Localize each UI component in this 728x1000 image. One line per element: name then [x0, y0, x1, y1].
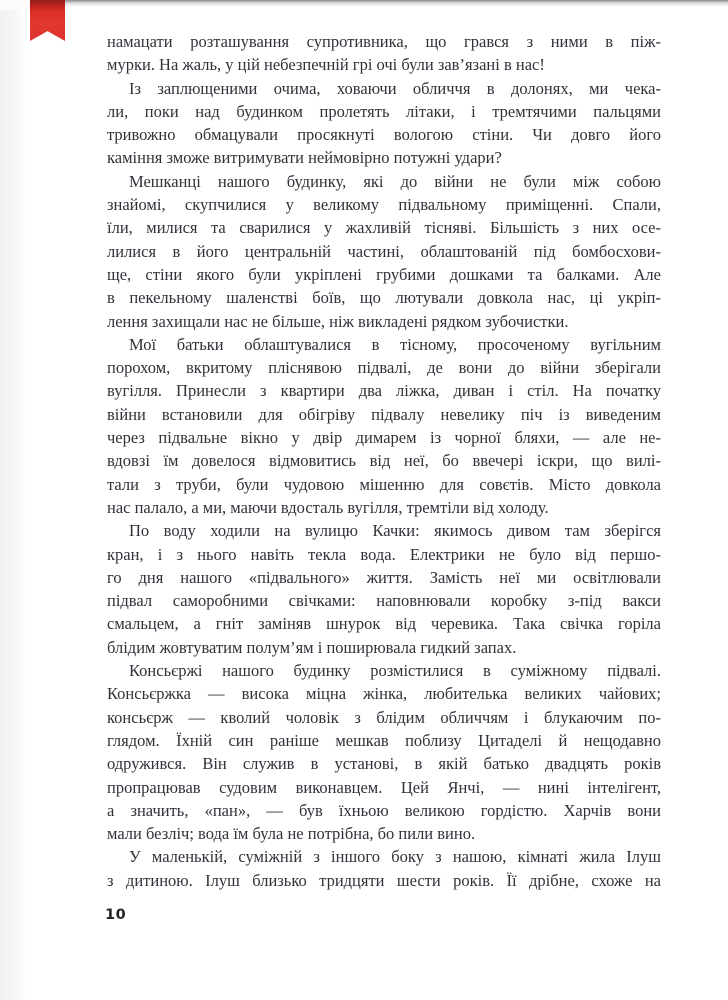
- text-line: консьєрж — кволий чоловік з блідим обличчям і блукаючим по-: [107, 707, 661, 727]
- paragraph: [107, 77, 661, 170]
- text-line: порохом, вкритому пліснявою підвалі, де вони до війни зберігали: [107, 358, 661, 378]
- text-line: вугілля. Принесли з квартири два ліжка, диван і стіл. На початку: [107, 381, 661, 401]
- text-line: Мешканці нашого будинку, які до війни не були між собою: [129, 171, 661, 191]
- text-line: ли, поки над будинком пролетять літаки, і тремтячими пальцями: [107, 101, 661, 121]
- text-line: По воду ходили на вулицю Качки: якимось дивом там зберігся: [129, 521, 661, 541]
- text-line: лилися в його центральній частині, облаштованій під бомбосхови-: [107, 241, 661, 261]
- text-line: Із заплющеними очима, ховаючи обличчя в долонях, ми чека-: [129, 78, 661, 98]
- text-line: тали з труби, були чудовою мішенню для совєтів. Місто довкола: [107, 474, 661, 494]
- paragraph: [107, 333, 661, 519]
- text-line: Мої батьки облаштувалися в тісному, просоченому вугільним: [129, 334, 661, 354]
- bookmark-ribbon-icon[interactable]: [30, 0, 65, 41]
- page-number: 10: [105, 907, 127, 923]
- paragraph: [107, 659, 661, 845]
- text-block: [107, 30, 661, 892]
- text-line: через підвальне вікно у двір димарем із чорної бляхи, — але не-: [107, 428, 661, 448]
- text-line: кран, і з нього навіть текла вода. Електрики не було від першо-: [107, 544, 661, 564]
- text-line: мурки. На жаль, у цій небезпечній грі очі були зав’язані в нас!: [107, 55, 545, 75]
- paragraph: [107, 519, 661, 659]
- text-line: Консьєржка — висока міцна жінка, любителька великих чайових;: [107, 684, 661, 704]
- text-line: Консьєржі нашого будинку розмістилися в суміжному підвалі.: [129, 661, 661, 681]
- text-line: пропрацював судовим виконавцем. Цей Янчі, — нині інтелігент,: [107, 777, 661, 797]
- text-line: смальцем, а гніт заміняв шнурок від черевика. Така свічка горіла: [107, 614, 661, 634]
- paragraph: [107, 170, 661, 333]
- paragraph: [107, 845, 661, 892]
- text-line: вдовзі їм довелося відмовитись від неї, бо ввечері іскри, що вилі-: [107, 451, 661, 471]
- text-line: го дня нашого «підвального» життя. Замість неї ми освітлювали: [107, 567, 661, 587]
- text-line: каміння зможе витримувати неймовірно потужні удари?: [107, 148, 502, 168]
- text-line: тривожно обмацували просякнуті вологою стіни. Чи довго його: [107, 125, 661, 145]
- text-line: глядом. Їхній син раніше мешкав поблизу Цитаделі й нещодавно: [107, 730, 661, 750]
- text-line: блідим жовтуватим полум’ям і поширювала гидкий запах.: [107, 637, 517, 657]
- text-line: з дитиною. Ілуш близько тридцяти шести років. Її дрібне, схоже на: [107, 870, 661, 890]
- text-line: мали безліч; вода їм була не потрібна, бо пили вино.: [107, 824, 476, 844]
- text-line: а значить, «пан», — був їхньою великою гордістю. Харчів вони: [107, 800, 661, 820]
- text-line: їли, милися та сварилися у жахливій тісняві. Більшість з них осе-: [107, 218, 661, 238]
- text-line: в пекельному шаленстві боїв, що лютували довкола нас, ці укріп-: [107, 288, 661, 308]
- text-line: ще, стіни якого були укріплені грубими дошками та балками. Але: [107, 264, 661, 284]
- page-top-edge-shadow: [0, 0, 728, 7]
- text-line: лення захищали нас не більше, ніж викладені рядком зубочистки.: [107, 311, 569, 331]
- paragraph: [107, 30, 661, 77]
- text-line: намацати розташування супротивника, що грався з ними в піж-: [107, 32, 661, 51]
- text-line: знайомі, скупчилися у великому підвальному приміщенні. Спали,: [107, 195, 661, 215]
- text-line: підвал саморобними свічками: наповнювали коробку з-під вакси: [107, 591, 661, 611]
- text-line: війни встановили для обігріву підвалу невелику піч із виведеним: [107, 404, 661, 424]
- text-line: нас палало, а ми, маючи вдосталь вугілля, тремтіли від холоду.: [107, 497, 549, 517]
- text-line: У маленькій, суміжній з іншого боку з нашою, кімнаті жила Ілуш: [129, 847, 661, 867]
- page-left-edge-shadow: [0, 0, 26, 1000]
- text-line: одружився. Він служив в установі, в якій батько двадцять років: [107, 754, 661, 774]
